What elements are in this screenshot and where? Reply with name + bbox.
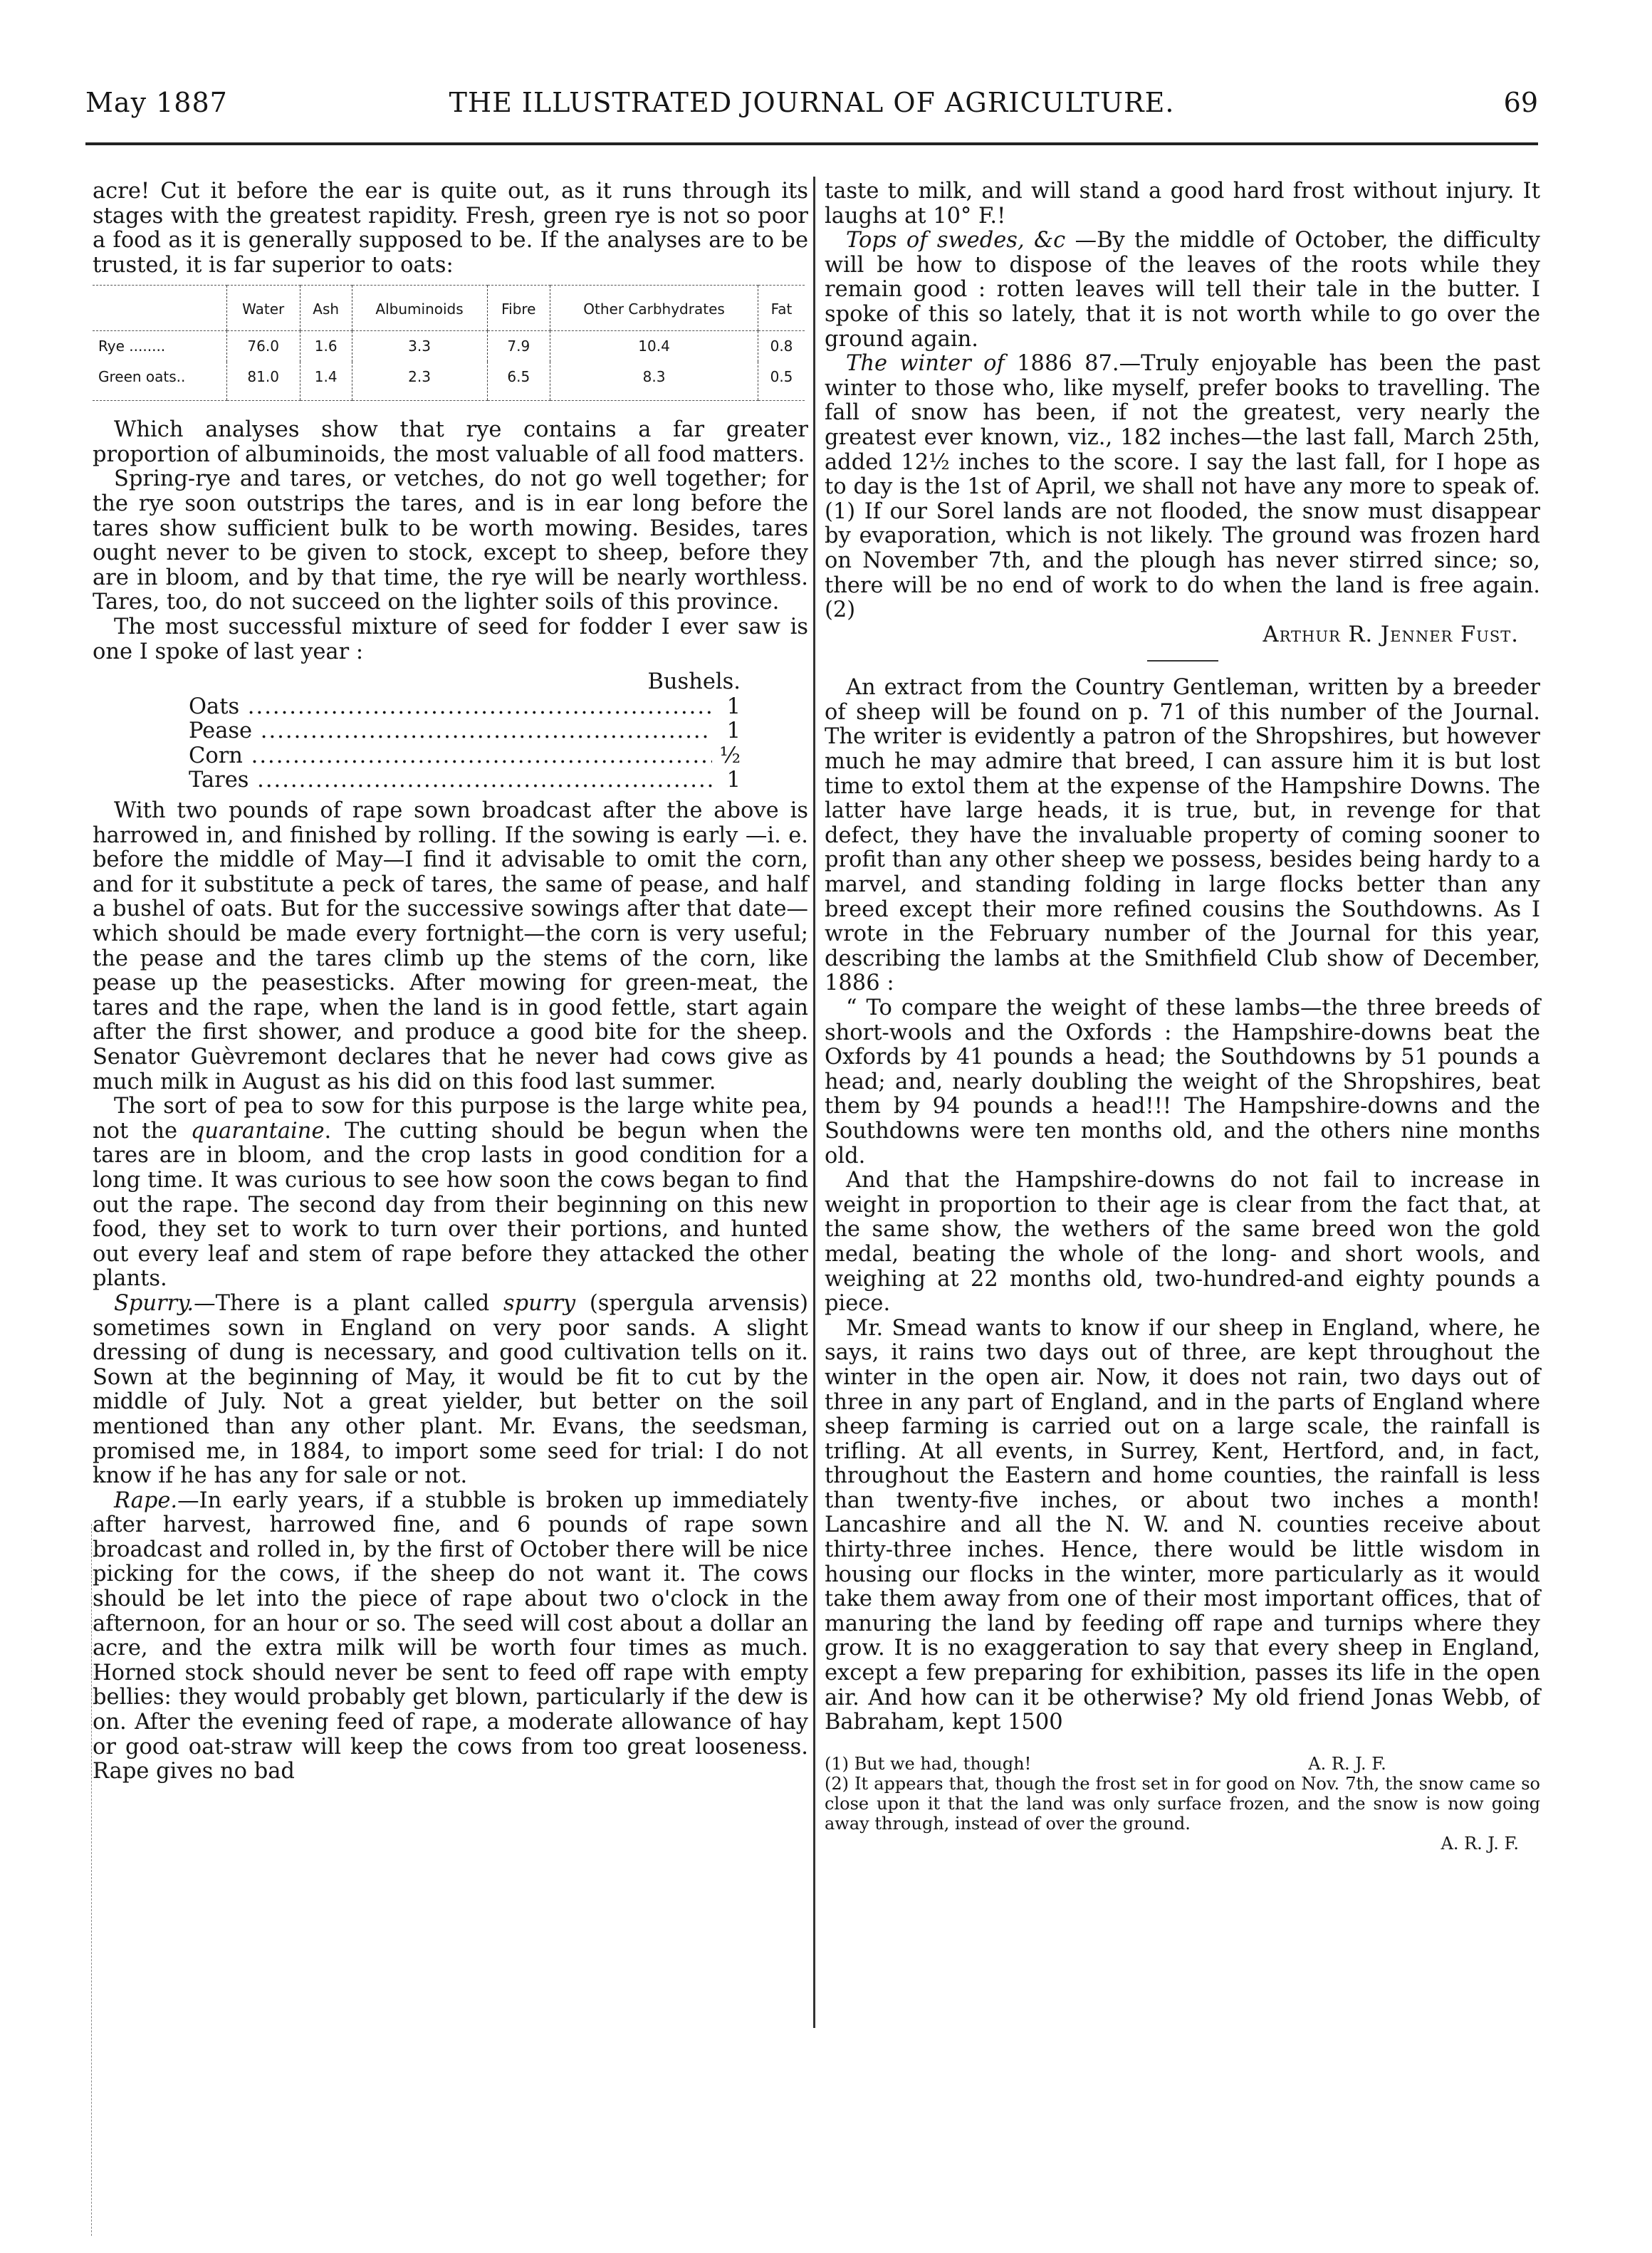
text-run: —By the middle of October, the difficulty will be how to dispose of the leaves of the roots while they remain good : rotten leaves will tell their tale in the butter. I spoke of this so lately, that it is not worth while to go over the ground again.: [825, 228, 1540, 352]
table-cell: 76.0: [226, 330, 300, 361]
seed-qty: 1: [726, 694, 741, 719]
paragraph-winter: [825, 352, 1540, 623]
table-row: [93, 330, 805, 361]
paragraph-quote: “ To compare the weight of these lambs—the three breeds of short-wools and the Oxfords : the Hampshire-downs beat the Oxfords by 41 pounds a head; the Southdowns by 51 pounds a head; and, nearly doubling the weight of the Shropshires, beat them by 94 pounds a head!!! The Hampshire-downs and the Southdowns were ten months old, and the others nine months old.: [825, 995, 1540, 1169]
header-rule: [85, 142, 1538, 145]
section-divider: [1147, 660, 1218, 662]
seed-list: [93, 670, 808, 793]
paragraph-rape: [93, 1489, 808, 1784]
paragraph-smead: Mr. Smead wants to know if our sheep in England, where, he says, it rains two days out of three, are kept throughout the winter in the open air. Now, it does not rain, two days out of three in any part of England, and in the parts of England where sheep farming is carried out on a large scale, the rainfall is trifling. At all events, in Surrey, Kent, Hertford, and, in fact, throughout the Eastern and home counties, the rainfall is less than twenty-five inches, or about two inches a month! Lancashire and all the N. W. and N. counties receive about thirty-three inches. Hence, there would be little wisdom in housing our flocks in the winter, more particularly as it would take them away from one of their most important offices, that of manuring the land by feeding off rape and turnips where they grow. It is no exaggeration to say that every sheep in England, except a few preparing for exhibition, passes its life in the open air. And how can it be otherwise? My old friend Jonas Webb, of Babraham, kept 1500: [825, 1315, 1540, 1735]
footnotes: [825, 1754, 1540, 1854]
column-rule: [813, 177, 815, 2028]
paragraph-increase: And that the Hampshire-downs do not fail to increase in weight in proportion to their age is clear from the fact that, at the same show, the wethers of the same breed won the gold medal, beating the whole of the long- and short wools, and weighing at 22 months old, two-hundred-and eighty pounds a piece.: [825, 1168, 1540, 1317]
text-run: —In early years, if a stubble is broken up immediately after harvest, harrowed fine, and 6 pounds of rape sown broadcast and rolled in, by the first of October there will be nice picking for the cows, if the sheep do not want it. The cows should be let into the piece of rape about two o'clock in the afternoon, for an hour or so. The seed will cost about a dollar an acre, and the extra milk will be worth four times as much. Horned stock should never be sent to feed off rape with empty bellies: they would probably get blown, particularly if the dew is on. After the evening feed of rape, a moderate allowance of hay or good oat-straw will keep the cows from too great looseness. Rape gives no bad: [93, 1488, 808, 1784]
table-header-cell: Fibre: [487, 286, 550, 331]
table-cell: 10.4: [550, 330, 758, 361]
text-run: (spergula arvensis) sometimes sown in England on very poor sands. A slight dressing of dung is necessary, and good cultivation tells on it. Sown at the beginning of May, it would be fit to cut by the middle of July. Not a great yielder, but better on the soil mentioned than any other plant. Mr. Evans, the seedsman, promised me, in 1884, to import some seed for trial: I do not know if he has any for sale or not.: [93, 1290, 808, 1489]
table-cell: 7.9: [487, 330, 550, 361]
seed-unit-label: Bushels.: [647, 669, 741, 695]
table-header-cell: Albuminoids: [352, 286, 487, 331]
paragraph-mixture: The most successful mixture of seed for fodder I ever saw is one I spoke of last year :: [93, 614, 808, 664]
table-cell: 2.3: [352, 362, 487, 401]
paragraph-spring-rye: Spring-rye and tares, or vetches, do not go well together; for the rye soon outstrips the tares, and is in ear long before the tares show sufficient bulk to be worth mowing. Besides, tares ought never to be given to stock, except to sheep, before they are in bloom, and by that time, the rye will be nearly worthless. Tares, too, do not succeed on the lighter soils of this province.: [93, 466, 808, 615]
issue-date: May 1887: [85, 87, 228, 118]
paragraph-pea: [93, 1094, 808, 1292]
journal-title: THE ILLUSTRATED JOURNAL OF AGRICULTURE.: [449, 87, 1175, 118]
list-item: [93, 744, 808, 769]
seed-name: Corn .....: [189, 744, 712, 769]
table-header-row: [93, 286, 805, 331]
seed-qty: ½: [719, 743, 741, 768]
paragraph-spurry: [93, 1292, 808, 1489]
section-heading: Spurry.: [114, 1290, 194, 1316]
author-signature: Arthur R. Jenner Fust.: [1262, 622, 1519, 647]
footnote-1: (1) But we had, though! A. R. J. F.: [825, 1753, 1386, 1774]
running-head: [85, 87, 1538, 130]
italic-term: spurry: [503, 1290, 576, 1316]
footnote-2: (2) It appears that, though the frost set in for good on Nov. 7th, the snow came so close upon it that the land was only surface frozen, and the snow is now going away through, instead of over the ground.: [825, 1773, 1540, 1834]
list-item: [93, 695, 808, 720]
left-column: [93, 179, 808, 1784]
table-header-cell: Other Carbhydrates: [550, 286, 758, 331]
table-cell: 8.3: [550, 362, 758, 401]
table-cell: Green oats..: [93, 362, 226, 401]
table-cell: 3.3: [352, 330, 487, 361]
seed-name: Pease .....: [189, 719, 712, 744]
seed-qty: 1: [726, 768, 741, 793]
table-row: [93, 362, 805, 401]
table-cell: 0.8: [758, 330, 805, 361]
right-column: [825, 179, 1540, 1854]
table-header-cell: Ash: [300, 286, 352, 331]
table-cell: 0.5: [758, 362, 805, 401]
page-number: 69: [1503, 87, 1538, 118]
table-header-cell: Water: [226, 286, 300, 331]
section-heading: Rape.: [114, 1488, 178, 1513]
paragraph-tops: [825, 229, 1540, 352]
table-header-cell: [93, 286, 226, 331]
table-cell: 1.6: [300, 330, 352, 361]
table-cell: 1.4: [300, 362, 352, 401]
text-run: The sort of pea to sow for this purpose is the large white pea, not the: [93, 1094, 808, 1144]
paragraph-rape-sowing: With two pounds of rape sown broadcast after the above is harrowed in, and finished by rolling. If the sowing is early —i. e. before the middle of May—I find it advisable to omit the corn, and for it substitute a peck of tares, the same of pease, and half a bushel of oats. But for the successive sowings after that date—which should be made every fortnight—the corn is very useful; the pease and the tares climb up the stems of the corn, like pease up the peasesticks. After mowing for green-meat, the tares and the rape, when the land is in good fettle, start again after the first shower, and produce a good bite for the sheep. Senator Guèvremont declares that he never had cows give as much milk in August as his did on this food last summer.: [93, 798, 808, 1094]
table-cell: 6.5: [487, 362, 550, 401]
table-header-cell: Fat: [758, 286, 805, 331]
paragraph-continued: taste to milk, and will stand a good hard frost without injury. It laughs at 10° F.!: [825, 179, 1540, 229]
table-cell: 81.0: [226, 362, 300, 401]
seed-name: Oats .....: [189, 695, 712, 720]
list-item: [93, 719, 808, 744]
analysis-table: [93, 285, 805, 401]
seed-qty: 1: [726, 718, 741, 744]
section-heading: The winter of: [846, 351, 1005, 377]
list-item: [93, 768, 808, 793]
margin-rule: [91, 1524, 92, 2236]
paragraph-intro: acre! Cut it before the ear is quite out, as it runs through its stages with the greatest rapidity. Fresh, green rye is not so poor a food as it is generally supposed to be. If the analyses are to be trusted, it is far superior to oats:: [93, 179, 808, 278]
section-heading: Tops of swedes, &c: [846, 228, 1066, 253]
seed-name: Tares .....: [189, 768, 712, 793]
paragraph-extract: An extract from the Country Gentleman, written by a breeder of sheep will be found on p. 71 of this number of the Journal. The writer is evidently a patron of the Shropshires, but however much he may admire that breed, I can assure him it is but lost time to extol them at the expense of the Hampshire Downs. The latter have large heads, it is true, but, in revenge for that defect, they have the invaluable property of coming sooner to profit than any other sheep we possess, besides being hardy to a marvel, and standing folding in large flocks better than any breed except their more refined cousins the Southdowns. As I wrote in the February number of the Journal for this year, describing the lambs at the Smithfield Club show of December, 1886 :: [825, 675, 1540, 996]
footnote-2-signature: A. R. J. F.: [1441, 1833, 1519, 1854]
text-run: 1886 87.—Truly enjoyable has been the past winter to those who, like myself, prefer books to travelling. The fall of snow has been, if not the greatest, very nearly the greatest ever known, viz., 182 inches—the last fall, March 25th, added 12½ inches to the score. I say the last fall, for I hope as to day is the 1st of April, we shall not have any more to speak of. (1) If our Sorel lands are not flooded, the snow must disappear by evaporation, which is not likely. The ground was frozen hard on November 7th, and the plough has never stirred since; so, there will be no end of work to do when the land is free again. (2): [825, 351, 1540, 623]
text-run: —There is a plant called: [194, 1290, 503, 1316]
text-run: . The cutting should be begun when the tares are in bloom, and the crop lasts in good condition for a long time. It was curious to see how soon the cows began to find out the rape. The second day from their beginning on this new food, they set to work to turn over their portions, and hunted out every leaf and stem of rape before they attacked the other plants.: [93, 1118, 808, 1292]
paragraph-analyses: Which analyses show that rye contains a far greater proportion of albuminoids, the most valuable of all food matters.: [93, 417, 808, 467]
italic-term: quarantaine: [190, 1118, 325, 1144]
table-cell: Rye ........: [98, 337, 166, 355]
